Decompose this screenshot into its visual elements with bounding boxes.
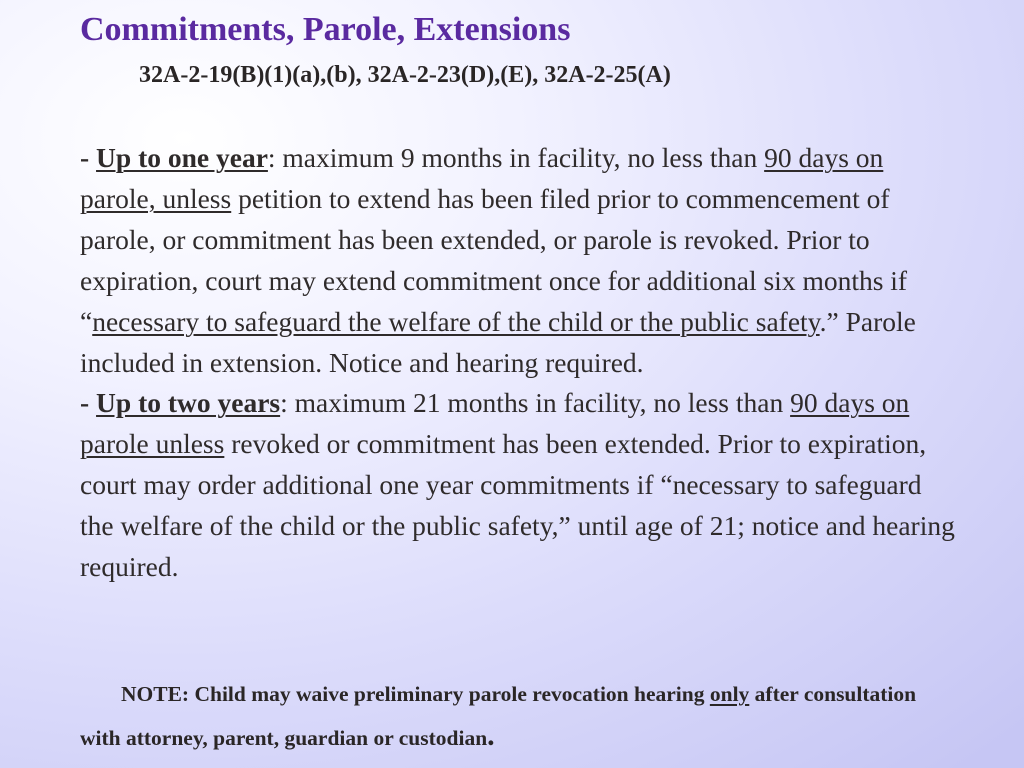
- section-text: maximum 9 months in facility, no less than: [282, 142, 765, 173]
- section-two-years: [80, 383, 960, 588]
- underlined-phrase: necessary to safeguard the welfare of the child or the public safety: [92, 305, 820, 337]
- note-text: after consultation with attorney, parent, guardian or custodian: [80, 682, 917, 750]
- slide-body: [80, 138, 960, 588]
- section-colon: :: [267, 142, 283, 173]
- section-colon: :: [280, 387, 295, 419]
- section-dash: -: [80, 387, 97, 419]
- statute-citations: 32A-2-19(B)(1)(a),(b), 32A-2-23(D),(E), 32A-2-25(A): [139, 62, 671, 88]
- section-text: petition to extend has been filed prior to commencement of parole, or commitment has been extended, or parole is revoked. Prior to expiration, court may extend commitment once for additional six months if “: [80, 182, 908, 337]
- note-emphasis: only: [709, 682, 750, 706]
- section-text: .” Parole included in extension. Notice and hearing required.: [80, 305, 916, 378]
- section-heading-two-years: Up to two years: [96, 387, 281, 419]
- section-dash: -: [80, 142, 97, 173]
- note-period: .: [487, 719, 495, 752]
- section-text: revoked or commitment has been extended. Prior to expiration, court may order additional one year commitments if “necessary to safeguard the welfare of the child or the public safety,” until age of 21; notice and hearing required.: [80, 428, 955, 583]
- underlined-phrase: 90 days on parole, unless: [80, 142, 884, 214]
- underlined-phrase: 90 days on parole unless: [80, 387, 910, 460]
- section-heading-one-year: Up to one year: [96, 142, 268, 173]
- note-text: NOTE: Child may waive preliminary parole revocation hearing: [121, 682, 710, 706]
- slide-title: Commitments, Parole, Extensions: [80, 11, 571, 48]
- section-text: maximum 21 months in facility, no less than: [294, 387, 791, 419]
- note-paragraph: [80, 673, 960, 759]
- section-one-year: [80, 138, 960, 383]
